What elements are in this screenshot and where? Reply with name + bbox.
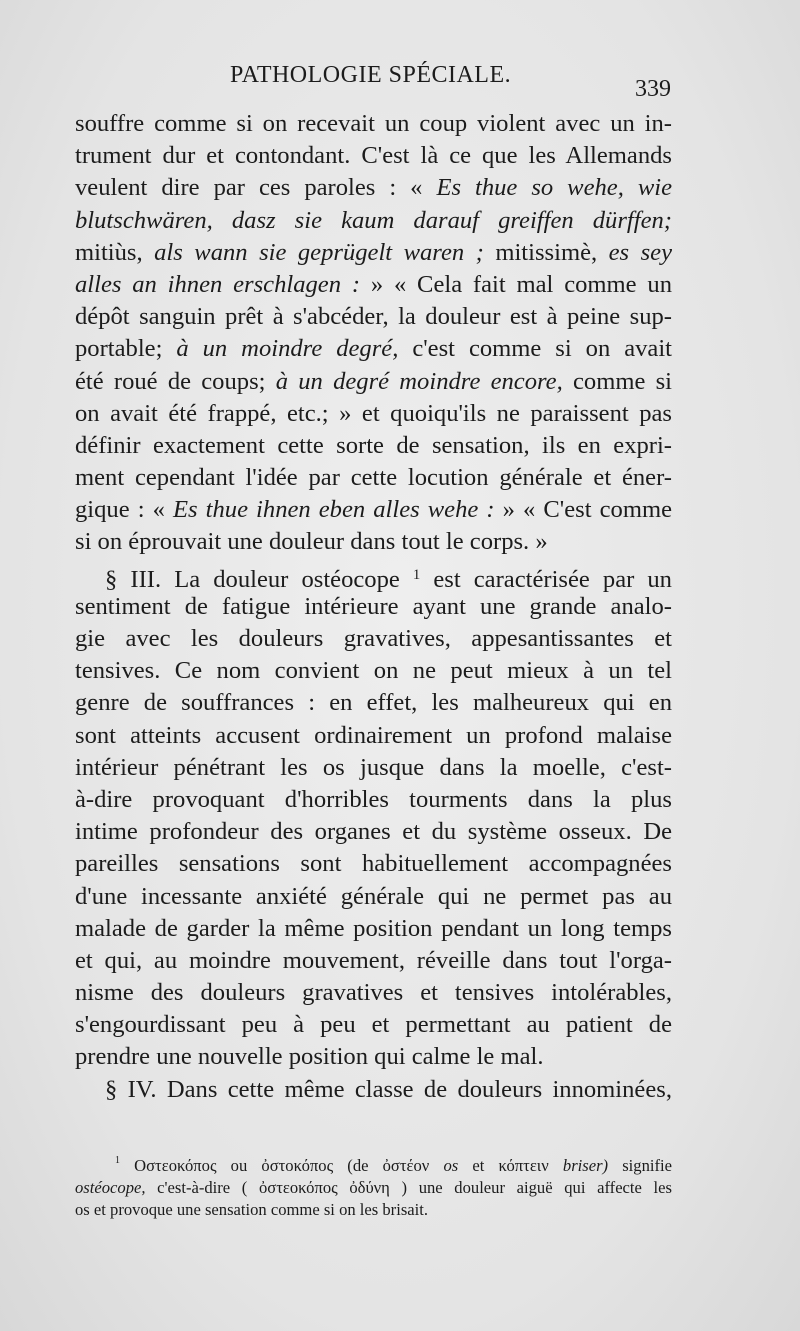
- text-line: veulent dire par ces paroles : « Es thue so wehe, wie: [75, 174, 672, 202]
- text-line: sont atteints accusent ordinairement un profond malaise: [75, 721, 672, 749]
- footnote-ref: 1: [412, 566, 421, 583]
- text-line: on avait été frappé, etc.; » et quoiqu'ils ne paraissent pas: [75, 399, 672, 427]
- footnote: [75, 1150, 672, 1221]
- text-line: alles an ihnen erschlagen : » « Cela fait mal comme un: [75, 270, 672, 298]
- text-line: portable; à un moindre degré, c'est comme si on avait: [75, 335, 673, 363]
- page-header: [75, 62, 671, 102]
- footnote-line: os et provoque une sensation comme si on les brisait.: [75, 1200, 429, 1219]
- text-line: intime profondeur des organes et du système osseux. De: [75, 818, 672, 846]
- text-line: été roué de coups; à un degré moindre encore, comme si: [75, 367, 673, 395]
- text-line: définir exactement cette sorte de sensation, ils en expri-: [75, 431, 672, 459]
- text-line: trument dur et contondant. C'est là ce que les Allemands: [75, 142, 672, 170]
- text-line: tensives. Ce nom convient on ne peut mieux à un tel: [75, 657, 672, 685]
- text-line: nisme des douleurs gravatives et tensives intolérables,: [75, 979, 672, 1007]
- text-line: si on éprouvait une douleur dans tout le corps. »: [75, 528, 548, 556]
- text-line: sentiment de fatigue intérieure ayant une grande analo-: [75, 592, 672, 620]
- text-line: dépôt sanguin prêt à s'abcéder, la douleur est à peine sup-: [75, 303, 672, 331]
- text-line: souffre comme si on recevait un coup violent avec un in-: [75, 110, 672, 137]
- text-line: d'une incessante anxiété générale qui ne permet pas au: [75, 882, 672, 910]
- text-line: à-dire provoquant d'horribles tourments dans la plus: [75, 785, 672, 813]
- page-number: 339: [635, 76, 671, 102]
- footnote-line: ostéocope, c'est-à-dire ( ὀστεοκόπος ὀδύνη ) une douleur aiguë qui affecte les: [75, 1178, 672, 1197]
- text-line: mitiùs, als wann sie geprügelt waren ; mitissimè, es sey: [75, 238, 672, 266]
- text-line: et qui, au moindre mouvement, réveille dans tout l'orga-: [75, 946, 672, 974]
- section-heading-line: § IV. Dans cette même classe de douleurs innominées,: [105, 1075, 672, 1103]
- text-line: intérieur pénétrant les os jusque dans la moelle, c'est-: [75, 753, 672, 781]
- body-text: [75, 108, 672, 1106]
- footnote-line: $^1$ Οστεοκόπος ou ὀστοκόπος (de ὀστέον os et κόπτειν briser) signifie: [115, 1155, 672, 1175]
- text-line: prendre une nouvelle position qui calme le mal.: [75, 1043, 544, 1071]
- text-line: malade de garder la même position pendant un long temps: [75, 914, 672, 942]
- text-line: genre de souffrances : en effet, les malheureux qui en: [75, 689, 672, 717]
- text-line: gie avec les douleurs gravatives, appesantissantes et: [75, 625, 672, 652]
- text-line: gique : « Es thue ihnen eben alles wehe : » « C'est comme: [75, 496, 672, 524]
- text-line: s'engourdissant peu à peu et permettant au patient de: [75, 1011, 672, 1039]
- text-line: pareilles sensations sont habituellement accompagnées: [75, 850, 672, 878]
- text-line: blutschwären, dasz sie kaum darauf greiffen dürffen;: [75, 206, 672, 234]
- footnote-marker: 1: [115, 1155, 120, 1166]
- text-line: ment cependant l'idée par cette locution générale et éner-: [75, 464, 672, 492]
- section-heading-line: § III. La douleur ostéocope $^1$ est caractérisée par un: [105, 565, 672, 593]
- running-title: PATHOLOGIE SPÉCIALE.: [230, 62, 512, 88]
